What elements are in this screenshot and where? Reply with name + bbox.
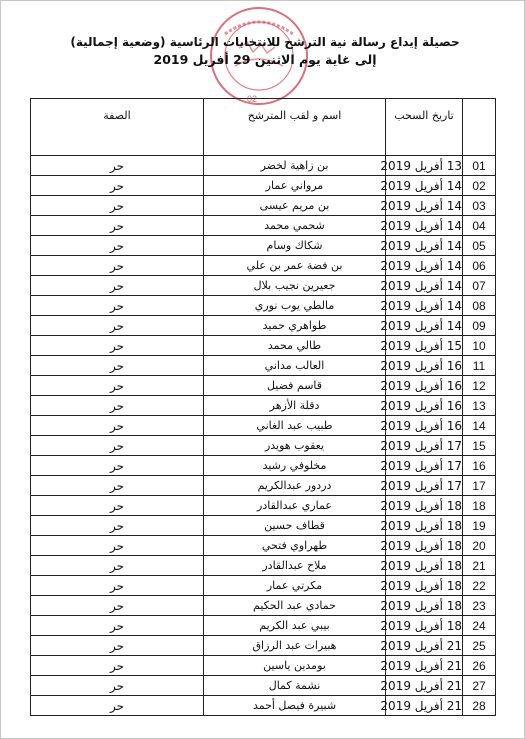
table-row [31, 356, 496, 376]
cell-status: حر [31, 236, 204, 256]
cell-candidate-name: يعقوب هويدر [204, 436, 386, 456]
table-body [31, 156, 496, 716]
cell-status: حر [31, 656, 204, 676]
cell-withdrawal-date: 18 أفريل 2019 [386, 616, 463, 636]
cell-row-number: 03 [463, 196, 496, 216]
cell-candidate-name: نشمة كمال [204, 676, 386, 696]
table-row [31, 636, 496, 656]
cell-status: حر [31, 416, 204, 436]
cell-row-number: 10 [463, 336, 496, 356]
cell-withdrawal-date: 16 أفريل 2019 [386, 356, 463, 376]
cell-withdrawal-date: 21 أفريل 2019 [386, 696, 463, 716]
table-row [31, 376, 496, 396]
cell-row-number: 13 [463, 396, 496, 416]
cell-row-number: 28 [463, 696, 496, 716]
cell-row-number: 18 [463, 496, 496, 516]
cell-candidate-name: ملاح عبدالقادر [204, 556, 386, 576]
cell-candidate-name: مرواني عمار [204, 176, 386, 196]
cell-status: حر [31, 216, 204, 236]
cell-status: حر [31, 676, 204, 696]
cell-status: حر [31, 376, 204, 396]
cell-row-number: 07 [463, 276, 496, 296]
cell-row-number: 21 [463, 556, 496, 576]
cell-row-number: 24 [463, 616, 496, 636]
cell-status: حر [31, 696, 204, 716]
cell-status: حر [31, 336, 204, 356]
table-row [31, 196, 496, 216]
cell-withdrawal-date: 17 أفريل 2019 [386, 456, 463, 476]
cell-status: حر [31, 516, 204, 536]
cell-withdrawal-date: 14 أفريل 2019 [386, 176, 463, 196]
cell-candidate-name: طهراوي فتحي [204, 536, 386, 556]
cell-row-number: 26 [463, 656, 496, 676]
cell-candidate-name: العالب مداني [204, 356, 386, 376]
stamp-number: 02 [247, 94, 258, 104]
document-subtitle: إلى غاية يوم الاثنين 29 أفريل 2019 [153, 52, 377, 67]
cell-status: حر [31, 256, 204, 276]
cell-candidate-name: مالطي يوب نوري [204, 296, 386, 316]
cell-row-number: 19 [463, 516, 496, 536]
cell-row-number: 22 [463, 576, 496, 596]
cell-row-number: 17 [463, 476, 496, 496]
table-row [31, 156, 496, 176]
table-row [31, 416, 496, 436]
cell-row-number: 16 [463, 456, 496, 476]
table-row [31, 476, 496, 496]
cell-status: حر [31, 316, 204, 336]
cell-candidate-name: دقلة الأزهر [204, 396, 386, 416]
cell-row-number: 27 [463, 676, 496, 696]
cell-row-number: 01 [463, 156, 496, 176]
cell-withdrawal-date: 18 أفريل 2019 [386, 516, 463, 536]
cell-withdrawal-date: 21 أفريل 2019 [386, 656, 463, 676]
column-header-number [463, 99, 496, 156]
table-row [31, 296, 496, 316]
cell-row-number: 06 [463, 256, 496, 276]
cell-status: حر [31, 276, 204, 296]
cell-status: حر [31, 556, 204, 576]
table-row [31, 316, 496, 336]
cell-withdrawal-date: 16 أفريل 2019 [386, 396, 463, 416]
cell-status: حر [31, 456, 204, 476]
cell-status: حر [31, 596, 204, 616]
cell-candidate-name: قاسم فضيل [204, 376, 386, 396]
cell-row-number: 15 [463, 436, 496, 456]
cell-status: حر [31, 496, 204, 516]
table-row [31, 336, 496, 356]
cell-candidate-name: طالي محمد [204, 336, 386, 356]
cell-row-number: 12 [463, 376, 496, 396]
cell-status: حر [31, 296, 204, 316]
cell-candidate-name: هبيرات عبد الرزاق [204, 636, 386, 656]
cell-row-number: 23 [463, 596, 496, 616]
cell-status: حر [31, 196, 204, 216]
cell-status: حر [31, 156, 204, 176]
cell-row-number: 14 [463, 416, 496, 436]
cell-withdrawal-date: 14 أفريل 2019 [386, 196, 463, 216]
cell-row-number: 04 [463, 216, 496, 236]
cell-withdrawal-date: 13 أفريل 2019 [386, 156, 463, 176]
cell-withdrawal-date: 14 أفريل 2019 [386, 296, 463, 316]
cell-status: حر [31, 436, 204, 456]
cell-withdrawal-date: 17 أفريل 2019 [386, 476, 463, 496]
cell-withdrawal-date: 14 أفريل 2019 [386, 236, 463, 256]
cell-candidate-name: حمادي عبد الحكيم [204, 596, 386, 616]
cell-status: حر [31, 176, 204, 196]
cell-row-number: 11 [463, 356, 496, 376]
table-row [31, 256, 496, 276]
cell-status: حر [31, 576, 204, 596]
cell-withdrawal-date: 14 أفريل 2019 [386, 316, 463, 336]
cell-status: حر [31, 476, 204, 496]
table-row [31, 616, 496, 636]
cell-withdrawal-date: 15 أفريل 2019 [386, 336, 463, 356]
cell-withdrawal-date: 16 أفريل 2019 [386, 376, 463, 396]
table-row [31, 176, 496, 196]
cell-withdrawal-date: 18 أفريل 2019 [386, 596, 463, 616]
table-header-row [31, 99, 496, 156]
cell-withdrawal-date: 21 أفريل 2019 [386, 676, 463, 696]
table-row [31, 576, 496, 596]
cell-candidate-name: بن فضة عمر بن علي [204, 256, 386, 276]
cell-row-number: 02 [463, 176, 496, 196]
cell-candidate-name: شحمي محمد [204, 216, 386, 236]
cell-withdrawal-date: 18 أفريل 2019 [386, 556, 463, 576]
cell-withdrawal-date: 14 أفريل 2019 [386, 216, 463, 236]
cell-withdrawal-date: 14 أفريل 2019 [386, 276, 463, 296]
candidates-table [30, 98, 496, 716]
cell-withdrawal-date: 14 أفريل 2019 [386, 256, 463, 276]
cell-candidate-name: بيبي عبد الكريم [204, 616, 386, 636]
column-header-name: اسم و لقب المترشح [204, 99, 386, 156]
cell-candidate-name: جعيرين نجيب بلال [204, 276, 386, 296]
table-row [31, 236, 496, 256]
cell-candidate-name: قطاف حسين [204, 516, 386, 536]
cell-status: حر [31, 536, 204, 556]
table-row [31, 216, 496, 236]
table-row [31, 556, 496, 576]
cell-candidate-name: مخلوفي رشيد [204, 456, 386, 476]
cell-status: حر [31, 616, 204, 636]
cell-candidate-name: بومدين ياسين [204, 656, 386, 676]
cell-candidate-name: طواهري حميد [204, 316, 386, 336]
table-row [31, 656, 496, 676]
cell-row-number: 08 [463, 296, 496, 316]
cell-status: حر [31, 356, 204, 376]
cell-candidate-name: بن مريم عيسى [204, 196, 386, 216]
cell-row-number: 25 [463, 636, 496, 656]
cell-candidate-name: طبيب عبد الغاني [204, 416, 386, 436]
column-header-date: تاريخ السحب [386, 99, 463, 156]
table-row [31, 456, 496, 476]
cell-candidate-name: شبيرة فيصل أحمد [204, 696, 386, 716]
cell-withdrawal-date: 18 أفريل 2019 [386, 536, 463, 556]
table-row [31, 496, 496, 516]
table-row [31, 276, 496, 296]
cell-candidate-name: عماري عبدالقادر [204, 496, 386, 516]
table-row [31, 676, 496, 696]
cell-candidate-name: شكاك وسام [204, 236, 386, 256]
cell-row-number: 05 [463, 236, 496, 256]
table-row [31, 436, 496, 456]
cell-withdrawal-date: 16 أفريل 2019 [386, 416, 463, 436]
cell-withdrawal-date: 18 أفريل 2019 [386, 576, 463, 596]
cell-candidate-name: مكرتي عمار [204, 576, 386, 596]
cell-status: حر [31, 396, 204, 416]
table-row [31, 396, 496, 416]
document-title: حصيلة إيداع رسالة نية الترشح للانتخابات الرئاسية (وضعية إجمالية) [70, 35, 460, 49]
cell-withdrawal-date: 18 أفريل 2019 [386, 496, 463, 516]
column-header-status: الصفة [31, 99, 204, 156]
cell-withdrawal-date: 17 أفريل 2019 [386, 436, 463, 456]
cell-row-number: 09 [463, 316, 496, 336]
cell-status: حر [31, 636, 204, 656]
table-row [31, 696, 496, 716]
table-row [31, 516, 496, 536]
cell-candidate-name: دردور عبدالكريم [204, 476, 386, 496]
cell-withdrawal-date: 21 أفريل 2019 [386, 636, 463, 656]
table-row [31, 536, 496, 556]
cell-row-number: 20 [463, 536, 496, 556]
table-row [31, 596, 496, 616]
cell-candidate-name: بن زاهية لخضر [204, 156, 386, 176]
